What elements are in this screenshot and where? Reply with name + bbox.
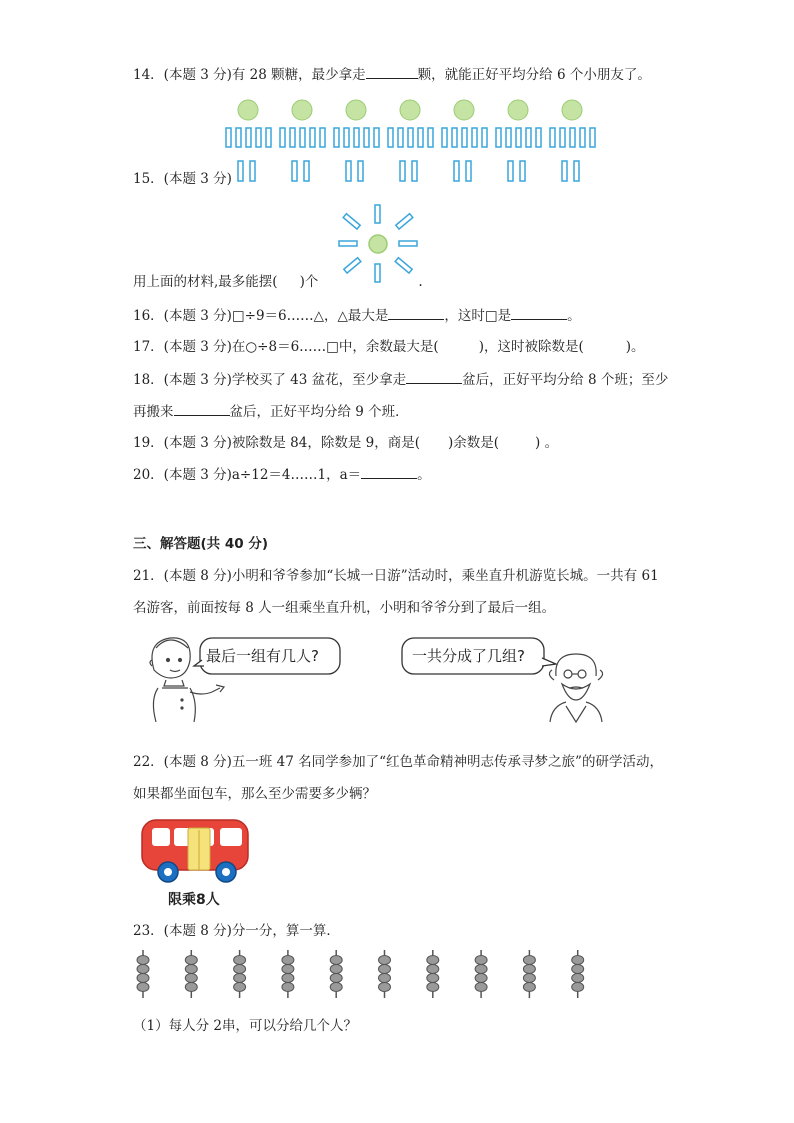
bead — [427, 956, 439, 965]
bead — [475, 983, 487, 992]
bead — [427, 965, 439, 974]
bead — [475, 965, 487, 974]
question-18-line1: 18．(本题 3 分)学校买了 43 盆花，至少拿走 盆后，正好平均分给 8 个班；至少 — [133, 369, 668, 390]
q14-suffix: 颗，就能正好平均分给 6 个小朋友了。 — [417, 67, 651, 83]
bead — [137, 965, 149, 974]
bead — [282, 974, 294, 983]
bead — [379, 956, 391, 965]
bead — [282, 965, 294, 974]
question-22-line1: 22．(本题 8 分)五一班 47 名同学参加了“红色革命精神明志传承寻梦之旅”的研学活动， — [133, 754, 663, 770]
bead-string — [185, 950, 197, 998]
bead-string — [475, 950, 487, 998]
question-16: 16．(本题 3 分)□÷9＝6……△，△最大是 ，这时□是 。 — [133, 305, 581, 326]
bead — [427, 974, 439, 983]
speech-bubble-right-text: 一共分成了几组? — [412, 647, 525, 665]
bead — [234, 983, 246, 992]
bead — [475, 956, 487, 965]
question-15-text: 用上面的材料,最多能摆( )个 . — [133, 274, 423, 290]
bead — [234, 965, 246, 974]
bead-string — [234, 950, 246, 998]
bead — [572, 974, 584, 983]
question-22-line2: 如果都坐面包车，那么至少需要多少辆？ — [133, 786, 376, 802]
bead-string — [523, 950, 535, 998]
bead — [523, 974, 535, 983]
bead-string — [427, 950, 439, 998]
speech-bubble-left-text: 最后一组有几人? — [206, 647, 319, 665]
bead — [572, 956, 584, 965]
bead — [427, 983, 439, 992]
bead — [282, 983, 294, 992]
bead — [185, 983, 197, 992]
bead — [379, 983, 391, 992]
q14-prefix: 14．(本题 3 分)有 28 颗糖，最少拿走 — [133, 67, 366, 83]
question-15-label: 15．(本题 3 分) — [133, 171, 232, 187]
bead — [523, 956, 535, 965]
bead — [137, 956, 149, 965]
question-23-sub1: （1）每人分 2串，可以分给几个人？ — [133, 1018, 357, 1034]
bead — [137, 974, 149, 983]
bead — [523, 965, 535, 974]
bead — [137, 983, 149, 992]
question-20: 20．(本题 3 分)a÷12＝4……1，a＝ 。 — [133, 464, 431, 485]
bead — [330, 965, 342, 974]
bead-string — [282, 950, 294, 998]
question-21-line2: 名游客，前面按每 8 人一组乘坐直升机，小明和爷爷分到了最后一组。 — [133, 600, 556, 616]
bead — [234, 974, 246, 983]
question-17: 17．(本题 3 分)在○÷8＝6……□中，余数最大是( )，这时被除数是( )。 — [133, 339, 645, 355]
bead-string — [137, 950, 149, 998]
bead — [282, 956, 294, 965]
question-23-line1: 23．(本题 8 分)分一分，算一算． — [133, 923, 340, 939]
bead — [185, 974, 197, 983]
bead — [475, 974, 487, 983]
bead-string — [379, 950, 391, 998]
bead — [330, 974, 342, 983]
bead — [234, 956, 246, 965]
bead — [379, 965, 391, 974]
bead — [523, 983, 535, 992]
bus-caption: 限乘8人 — [168, 892, 220, 908]
question-19: 19．(本题 3 分)被除数是 84，除数是 9，商是( )余数是( ) 。 — [133, 435, 559, 451]
question-21-line1: 21．(本题 8 分)小明和爷爷参加“长城一日游”活动时，乘坐直升机游览长城。一共有 61 — [133, 568, 659, 584]
bead — [572, 965, 584, 974]
bead — [330, 983, 342, 992]
bead — [379, 974, 391, 983]
bead-string — [572, 950, 584, 998]
bead — [572, 983, 584, 992]
bead — [185, 956, 197, 965]
question-18-line2: 再搬来 盆后，正好平均分给 9 个班． — [133, 401, 409, 422]
bead — [330, 956, 342, 965]
bead — [185, 965, 197, 974]
bead-string — [330, 950, 342, 998]
section-3-title: 三、解答题(共 40 分) — [133, 536, 269, 552]
